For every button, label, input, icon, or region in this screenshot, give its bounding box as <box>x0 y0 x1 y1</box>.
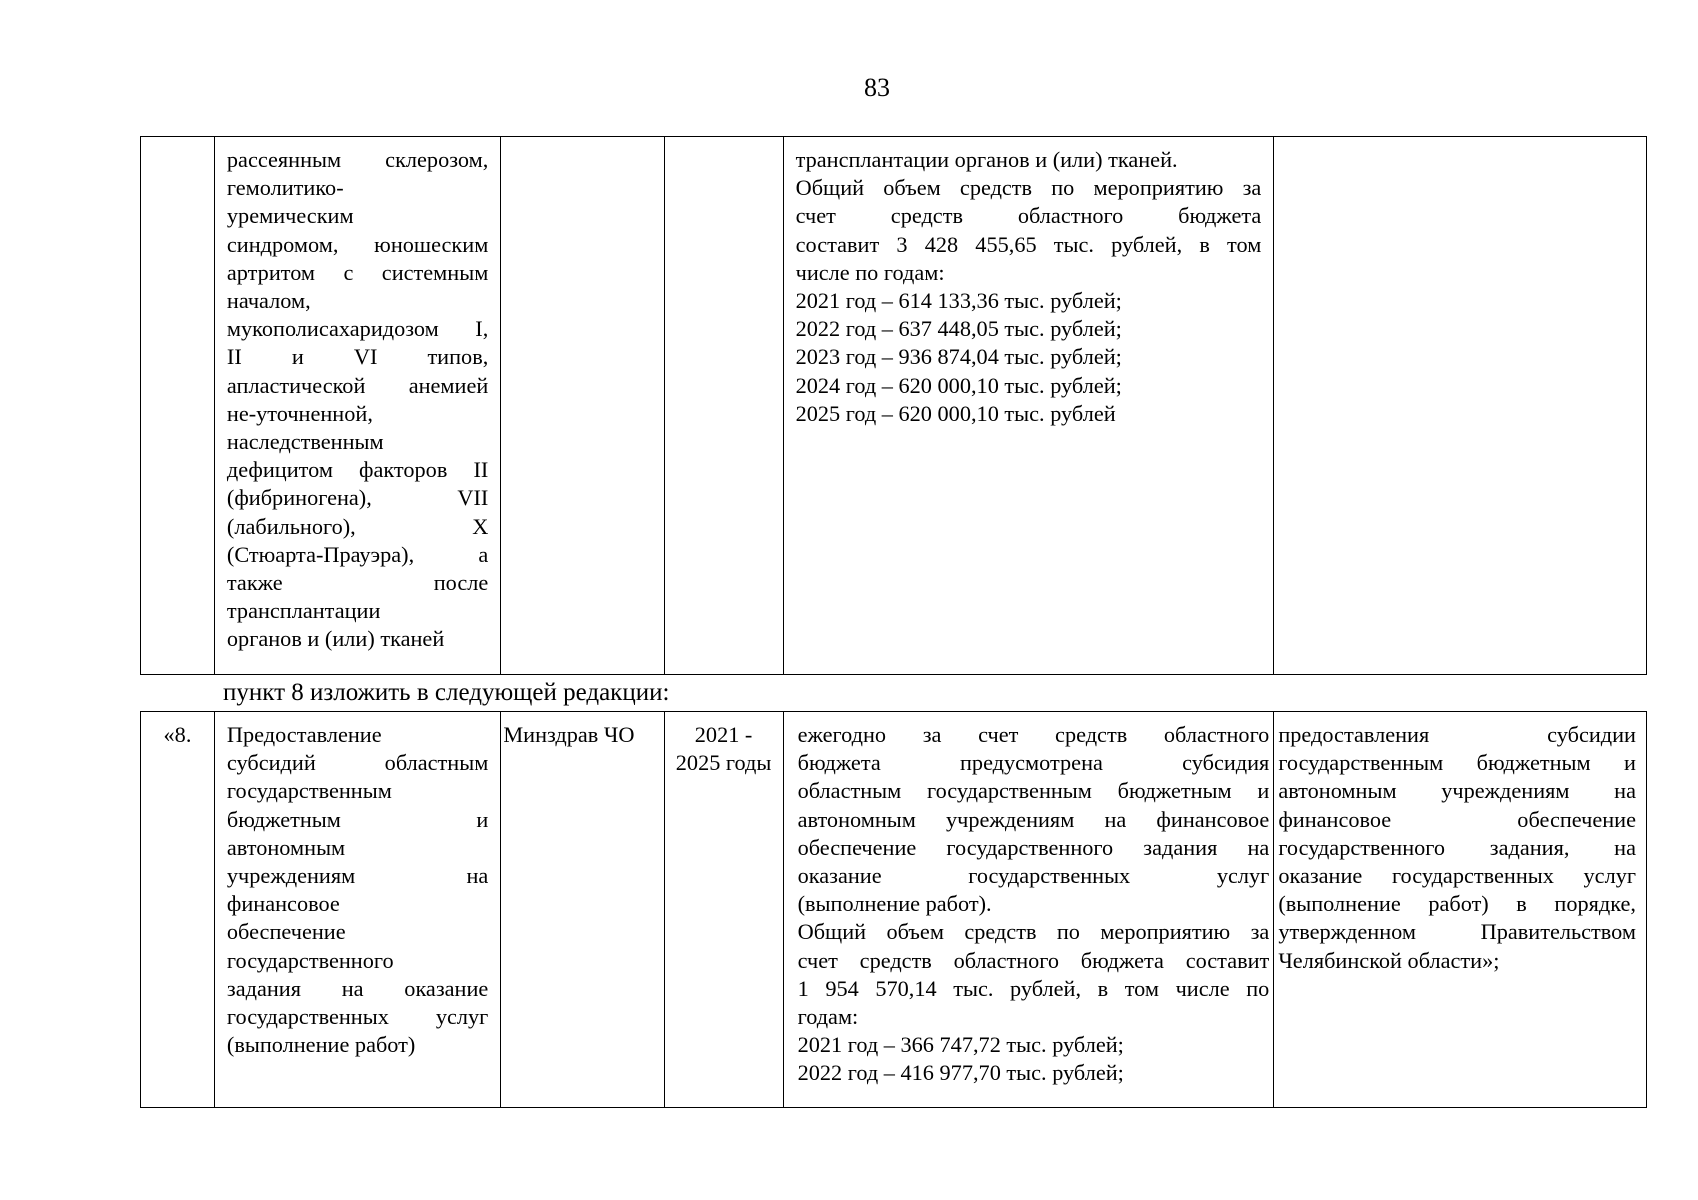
text-line: (выполнение работ) в порядке, <box>1278 891 1636 917</box>
text-line: 2025 год – 620 000,10 тыс. рублей <box>795 400 1116 426</box>
text-line: не-уточненной, <box>226 400 373 426</box>
text-line: (выполнение работ). <box>797 891 992 917</box>
cell-executor: Минздрав ЧО <box>501 712 664 1108</box>
measures-table-item-8 <box>140 711 1647 1108</box>
text-line: 2023 год – 936 874,04 тыс. рублей; <box>795 344 1122 370</box>
cell-number: «8. <box>141 712 215 1108</box>
text-line: финансовое <box>226 891 340 917</box>
text-line: утвержденном Правительством <box>1278 919 1636 945</box>
text-line: также после <box>226 570 489 596</box>
text-line: (Стюарта-Прауэра), а <box>226 541 489 567</box>
text-line: 1 954 570,14 тыс. рублей, в том числе по <box>797 975 1270 1001</box>
text-line: рассеянным склерозом, <box>226 147 489 172</box>
text-line: счет средств областного бюджета <box>795 203 1262 229</box>
text-line: составит 3 428 455,65 тыс. рублей, в том <box>795 231 1262 257</box>
text-line: годам: <box>797 1004 859 1030</box>
text-line: трансплантации органов и (или) тканей. <box>795 147 1178 172</box>
text-line: обеспечение государственного задания на <box>797 834 1270 860</box>
text-line: (фибриногена), VII <box>226 485 489 511</box>
cell-result <box>1274 712 1647 1108</box>
text-line: Общий объем средств по мероприятию за <box>795 175 1262 201</box>
text-line: (лабильного), X <box>226 513 489 539</box>
table-row <box>141 137 1647 675</box>
text-line: ежегодно за счет средств областного <box>797 722 1270 747</box>
text-line: синдромом, юношеским <box>226 231 489 257</box>
text-line: 2022 год – 637 448,05 тыс. рублей; <box>795 316 1122 342</box>
text-line: государственного <box>226 947 394 973</box>
cell-period <box>664 712 783 1108</box>
cell-funding <box>783 712 1274 1108</box>
text-line: субсидий областным <box>226 750 489 776</box>
text-line: бюджета предусмотрена субсидия <box>797 750 1270 776</box>
text-line: трансплантации <box>226 598 381 624</box>
text-line: счет средств областного бюджета составит <box>797 947 1270 973</box>
text-line: оказание государственных услуг <box>1278 863 1636 889</box>
cell-measure-name <box>214 712 500 1108</box>
text-line: предоставления субсидии <box>1278 722 1636 747</box>
text-line: Челябинской области»; <box>1278 947 1500 973</box>
text-line: государственным <box>226 778 392 804</box>
text-line: мукополисахаридозом I, <box>226 316 489 342</box>
text-line: артритом с системным <box>226 259 489 285</box>
text-line: государственного задания, на <box>1278 834 1636 860</box>
text-line: 2021 год – 614 133,36 тыс. рублей; <box>795 288 1122 314</box>
period-end: 2025 годы <box>675 750 772 776</box>
cell-result <box>1274 137 1647 675</box>
text-line: дефицитом факторов II <box>226 457 489 483</box>
text-line: государственным бюджетным и <box>1278 750 1636 776</box>
text-line: финансовое обеспечение <box>1278 806 1636 832</box>
text-line: автономным учреждениям на <box>1278 778 1636 804</box>
text-line: бюджетным и <box>226 806 489 832</box>
text-line: Общий объем средств по мероприятию за <box>797 919 1270 945</box>
text-line: государственных услуг <box>226 1004 489 1030</box>
cell-period <box>664 137 783 675</box>
cell-measure-name <box>214 137 500 675</box>
period-start: 2021 - <box>694 722 753 747</box>
text-line: областным государственным бюджетным и <box>797 778 1270 804</box>
cell-funding <box>783 137 1274 675</box>
text-line: учреждениям на <box>226 863 489 889</box>
text-line: 2022 год – 416 977,70 тыс. рублей; <box>797 1060 1124 1086</box>
text-line: наследственным <box>226 429 384 455</box>
text-line: (выполнение работ) <box>226 1032 416 1058</box>
text-line: автономным <box>226 834 346 860</box>
table-row <box>141 712 1647 1108</box>
text-line: обеспечение <box>226 919 346 945</box>
cell-executor <box>501 137 664 675</box>
text-line: органов и (или) тканей <box>226 626 445 652</box>
text-line: уремическим <box>226 203 354 229</box>
text-line: числе по годам: <box>795 259 945 285</box>
text-line: автономным учреждениям на финансовое <box>797 806 1270 832</box>
text-line: апластической анемией <box>226 372 489 398</box>
text-line: Предоставление <box>226 722 382 747</box>
text-line: задания на оказание <box>226 975 489 1001</box>
text-line: гемолитико- <box>226 175 344 201</box>
text-line: II и VI типов, <box>226 344 489 370</box>
text-line: 2021 год – 366 747,72 тыс. рублей; <box>797 1032 1124 1058</box>
text-line: оказание государственных услуг <box>797 863 1270 889</box>
cell-number <box>141 137 215 675</box>
page-number: 83 <box>864 73 890 102</box>
text-line: началом, <box>226 288 311 314</box>
amendment-instruction: пункт 8 изложить в следующей редакции: <box>223 679 670 706</box>
text-line: 2024 год – 620 000,10 тыс. рублей; <box>795 372 1122 398</box>
measures-table-continued <box>140 136 1647 675</box>
